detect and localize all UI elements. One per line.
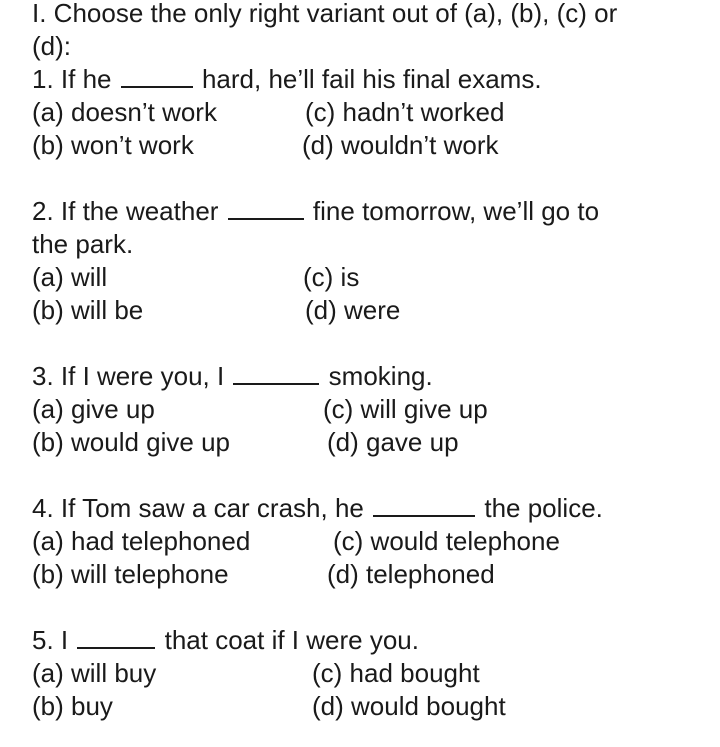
instruction-line-2: (d): [32,31,71,61]
question-2-stem-after: fine tomorrow, we’ll go to [312,196,600,226]
question-5-stem-before: 5. I [32,625,69,655]
question-5-stem [32,624,419,657]
question-3-stem [32,360,433,393]
instruction-line-1: I. Choose the only right variant out of (a), (b), (c) or [32,0,618,28]
question-1-blank [121,68,193,88]
question-2-option-d: (d) were [305,295,401,325]
question-5-blank [77,629,155,649]
question-3-stem-before: 3. If I were you, I [32,361,225,391]
question-4-stem-after: the police. [484,493,603,523]
question-2-option-a: (a) will [32,262,108,292]
question-1-stem-before: 1. If he [32,64,112,94]
question-2-stem [32,195,599,228]
question-3-stem-after: smoking. [328,361,433,391]
question-1-stem [32,63,542,96]
question-4-option-c: (c) would telephone [333,526,560,556]
question-3-option-b: (b) would give up [32,427,230,457]
question-5-option-d: (d) would bought [312,691,506,721]
question-1-option-b: (b) won’t work [32,130,194,160]
question-4-stem [32,492,603,525]
question-4-blank [373,497,475,517]
question-4-option-d: (d) telephoned [327,559,495,589]
question-5-option-b: (b) buy [32,691,113,721]
question-2-stem-before: 2. If the weather [32,196,219,226]
question-3-option-c: (c) will give up [323,394,488,424]
question-1-stem-after: hard, he’ll fail his final exams. [201,64,542,94]
question-3-option-a: (a) give up [32,394,155,424]
question-3-blank [233,365,319,385]
question-4-option-a: (a) had telephoned [32,526,251,556]
question-5-stem-after: that coat if I were you. [164,625,419,655]
question-1-option-c: (c) hadn’t worked [305,97,505,127]
question-1-option-a: (a) doesn’t work [32,97,217,127]
question-2-blank [228,200,304,220]
question-2-option-c: (c) is [303,262,360,292]
question-2-option-b: (b) will be [32,295,144,325]
question-5-option-c: (c) had bought [312,658,480,688]
question-5-option-a: (a) will buy [32,658,157,688]
question-3-option-d: (d) gave up [327,427,459,457]
question-2-stem-continued: the park. [32,229,134,259]
question-4-option-b: (b) will telephone [32,559,229,589]
question-4-stem-before: 4. If Tom saw a car crash, he [32,493,364,523]
question-1-option-d: (d) wouldn’t work [302,130,499,160]
